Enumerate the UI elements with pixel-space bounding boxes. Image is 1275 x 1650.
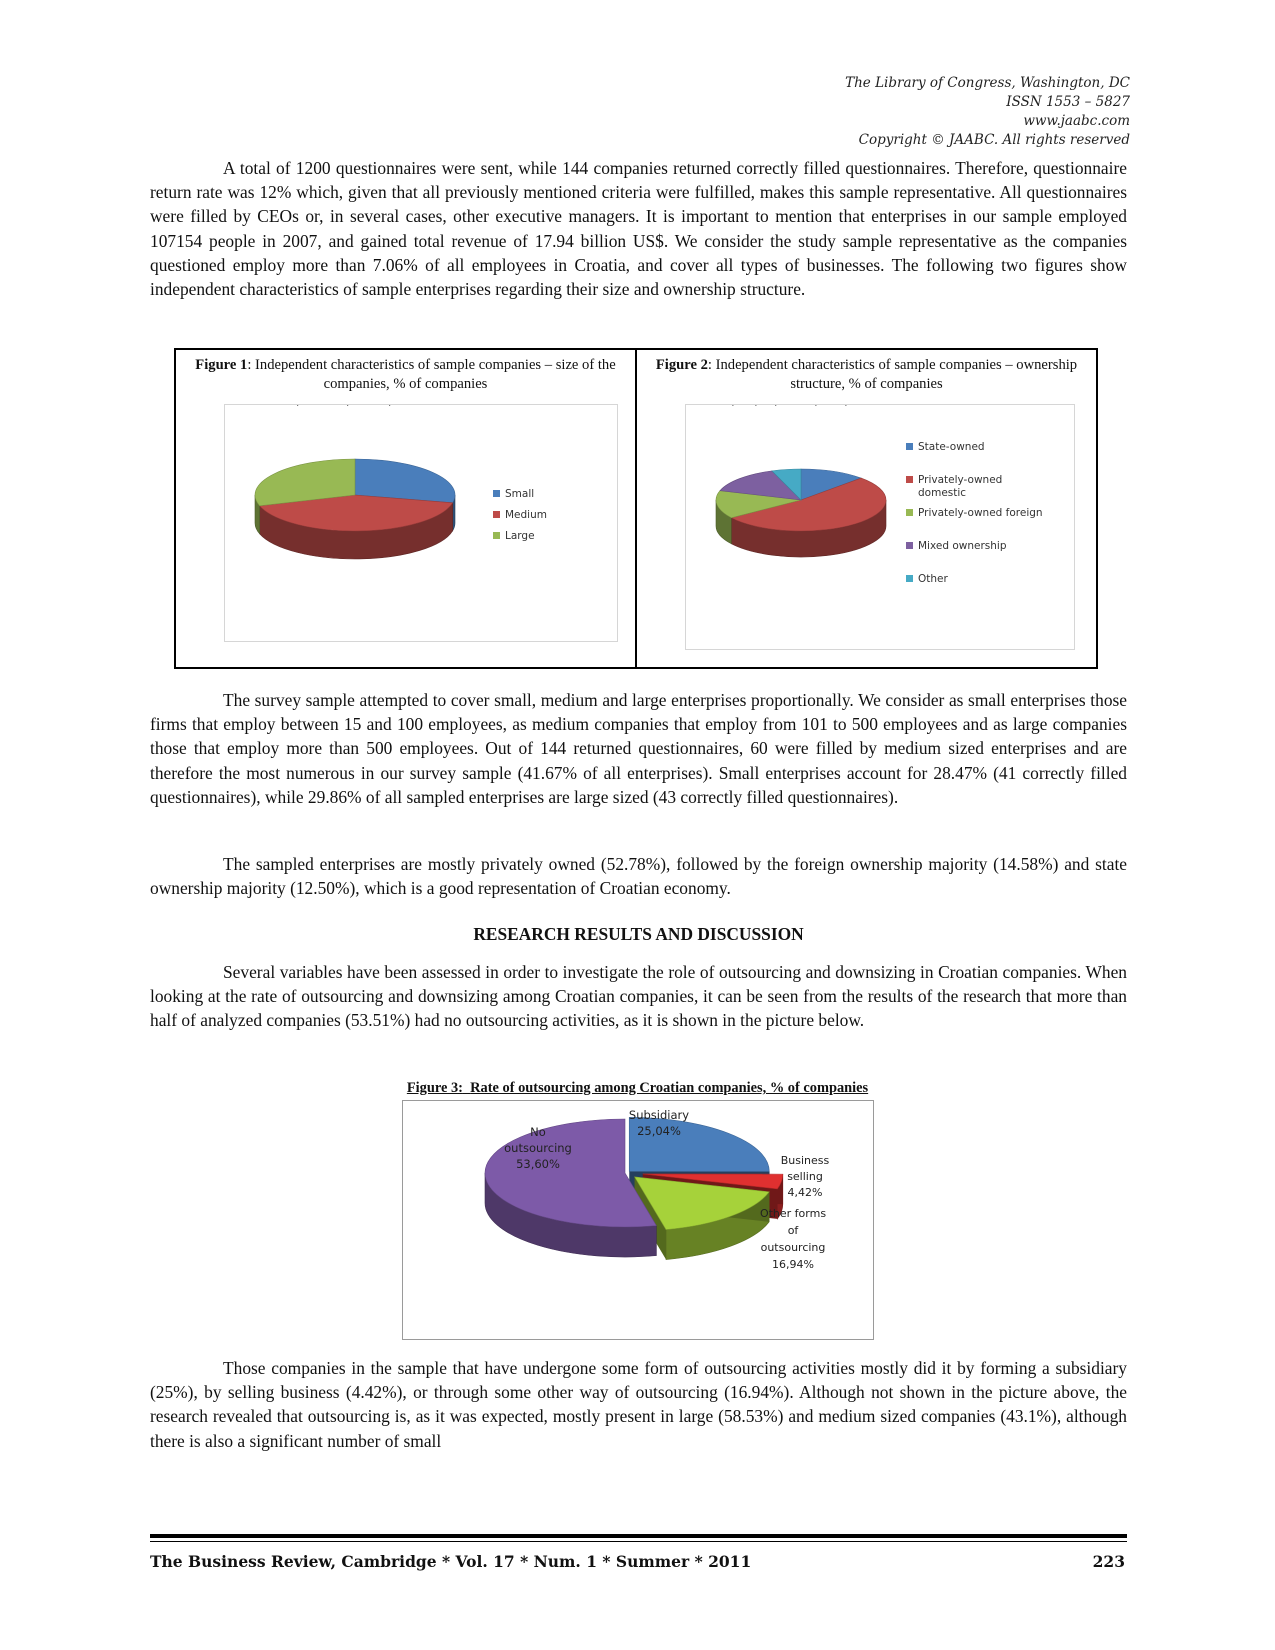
fig3-data-label: Business (780, 1154, 830, 1167)
fig2-data-label (768, 405, 800, 408)
header-website: www.jaabc.com (1023, 113, 1130, 129)
fig3-data-label: of (787, 1224, 799, 1237)
fig3-data-label: Subsidiary (628, 1108, 690, 1122)
figure-3-chart-area (402, 1100, 874, 1340)
fig2-legend-label: Mixed ownership (918, 540, 1007, 552)
fig3-data-label: outsourcing (504, 1141, 572, 1155)
figure-2-chart-area (685, 404, 1075, 650)
footer-rule-thin (150, 1541, 1127, 1542)
figure-1-chart-area (224, 404, 618, 642)
paragraph-outsourcing-forms: Those companies in the sample that have undergone some form of outsourcing activities mostly did it by forming a subsidiary (25%), by selling business (4.42%), or through some other way of outsourcing (16.94%). Although not shown in the picture above, the research revealed that outsourcing is, as it was expected, mostly present in large (58.53%) and medium sized companies (43.1%), although there is also a significant number of small (150, 1358, 1127, 1451)
fig1-legend-label: Medium (505, 509, 547, 521)
fig2-legend-label: Other (918, 573, 948, 585)
fig1-data-label (333, 405, 373, 408)
figure-3-pie-chart (403, 1101, 873, 1339)
fig1-data-label (375, 405, 415, 408)
fig3-data-label: outsourcing (760, 1241, 826, 1254)
figure-1-pie-chart (225, 405, 617, 641)
paragraph-sample: A total of 1200 questionnaires were sent, while 144 companies returned correctly filled questionnaires. Therefore, questionnaire return rate was 12% which, given that all previously mentioned criteria were fulfilled, makes this sample representative. All questionnaires were filled by CEOs or, in several cases, other executive managers. It is important to mention that enterprises in our sample employed 107154 people in 2007, and gained total revenue of 17.94 billion US$. We consider the study sample representative as the companies questioned employ more than 7.06% of all employees in Croatia, and cover all types of businesses. The following two figures show independent characteristics of sample enterprises regarding their size and ownership structure. (150, 158, 1127, 300)
paragraph-outsourcing-rate: Several variables have been assessed in order to investigate the role of outsourcing and downsizing in Croatian companies. When looking at the rate of outsourcing and downsizing among Croatian companies, it can be seen from the results of the research that more than half of analyzed companies (53.51%) had no outsourcing activities, as it is shown in the picture below. (150, 962, 1127, 1031)
footer-rule-thick (150, 1534, 1127, 1538)
header-copyright: Copyright © JAABC. All rights reserved (858, 132, 1130, 148)
section-heading: RESEARCH RESULTS AND DISCUSSION (473, 924, 804, 944)
figure-3-caption: Figure 3: Rate of outsourcing among Croatian companies, % of companies (406, 1080, 869, 1096)
fig2-legend-label: domestic (918, 487, 967, 499)
journal-header (845, 74, 1130, 150)
footer-page-number: 223 (1092, 1552, 1125, 1571)
fig2-legend-swatch (906, 509, 913, 516)
fig1-legend-label: Large (505, 530, 535, 542)
fig2-legend-swatch (906, 575, 913, 582)
paragraph-ownership: The sampled enterprises are mostly privately owned (52.78%), followed by the foreign ownership majority (14.58%) and state ownership majority (12.50%), which is a good representation of Croatian economy. (150, 854, 1127, 899)
fig1-data-label (283, 405, 323, 408)
footer-journal: The Business Review, Cambridge * Vol. 17 * Num. 1 * Summer * 2011 (150, 1552, 752, 1571)
fig3-data-label: selling (787, 1170, 823, 1183)
fig3-data-label: 16,94% (772, 1258, 814, 1271)
figure-1-box (174, 348, 637, 669)
fig3-data-label: 4,42% (787, 1186, 823, 1199)
header-issn: ISSN 1553 – 5827 (1006, 94, 1130, 110)
fig1-legend-label: Small (505, 488, 535, 500)
figure-2-caption: Figure 2: Independent characteristics of sample companies – ownership structure, % of companies (655, 357, 1078, 392)
fig2-legend-label: State-owned (918, 441, 985, 453)
fig1-legend-swatch (493, 532, 500, 539)
fig2-legend-label: Privately-owned foreign (918, 507, 1043, 519)
fig1-legend-swatch (493, 511, 500, 518)
fig3-data-label: No (530, 1125, 546, 1139)
fig2-legend-label: Privately-owned (918, 474, 1003, 486)
fig3-data-label: 25,04% (637, 1124, 681, 1138)
fig2-legend-swatch (906, 443, 913, 450)
paragraph-size: The survey sample attempted to cover small, medium and large enterprises proportionally. We consider as small enterprises those firms that employ between 15 and 100 employees, as medium companies that employ from 101 to 500 employees and as large companies those that employ more than 500 employees. Out of 144 returned questionnaires, 60 were filled by medium sized enterprises and are therefore the most numerous in our survey sample (41.67% of all enterprises). Small enterprises account for 28.47% (41 correctly filled questionnaires), while 29.86% of all sampled enterprises are large sized (43 correctly filled questionnaires). (150, 690, 1127, 807)
header-library: The Library of Congress, Washington, DC (845, 75, 1130, 91)
fig3-data-label: Other forms (759, 1207, 827, 1220)
fig3-data-label: 53,60% (516, 1157, 560, 1171)
figure-2-box (635, 348, 1098, 669)
figure-2-pie-chart (686, 405, 1074, 649)
fig2-legend-swatch (906, 476, 913, 483)
figure-1-caption: Figure 1: Independent characteristics of sample companies – size of the companies, % of companies (195, 357, 616, 392)
fig2-legend-swatch (906, 542, 913, 549)
fig2-data-label (832, 405, 870, 408)
fig1-legend-swatch (493, 490, 500, 497)
